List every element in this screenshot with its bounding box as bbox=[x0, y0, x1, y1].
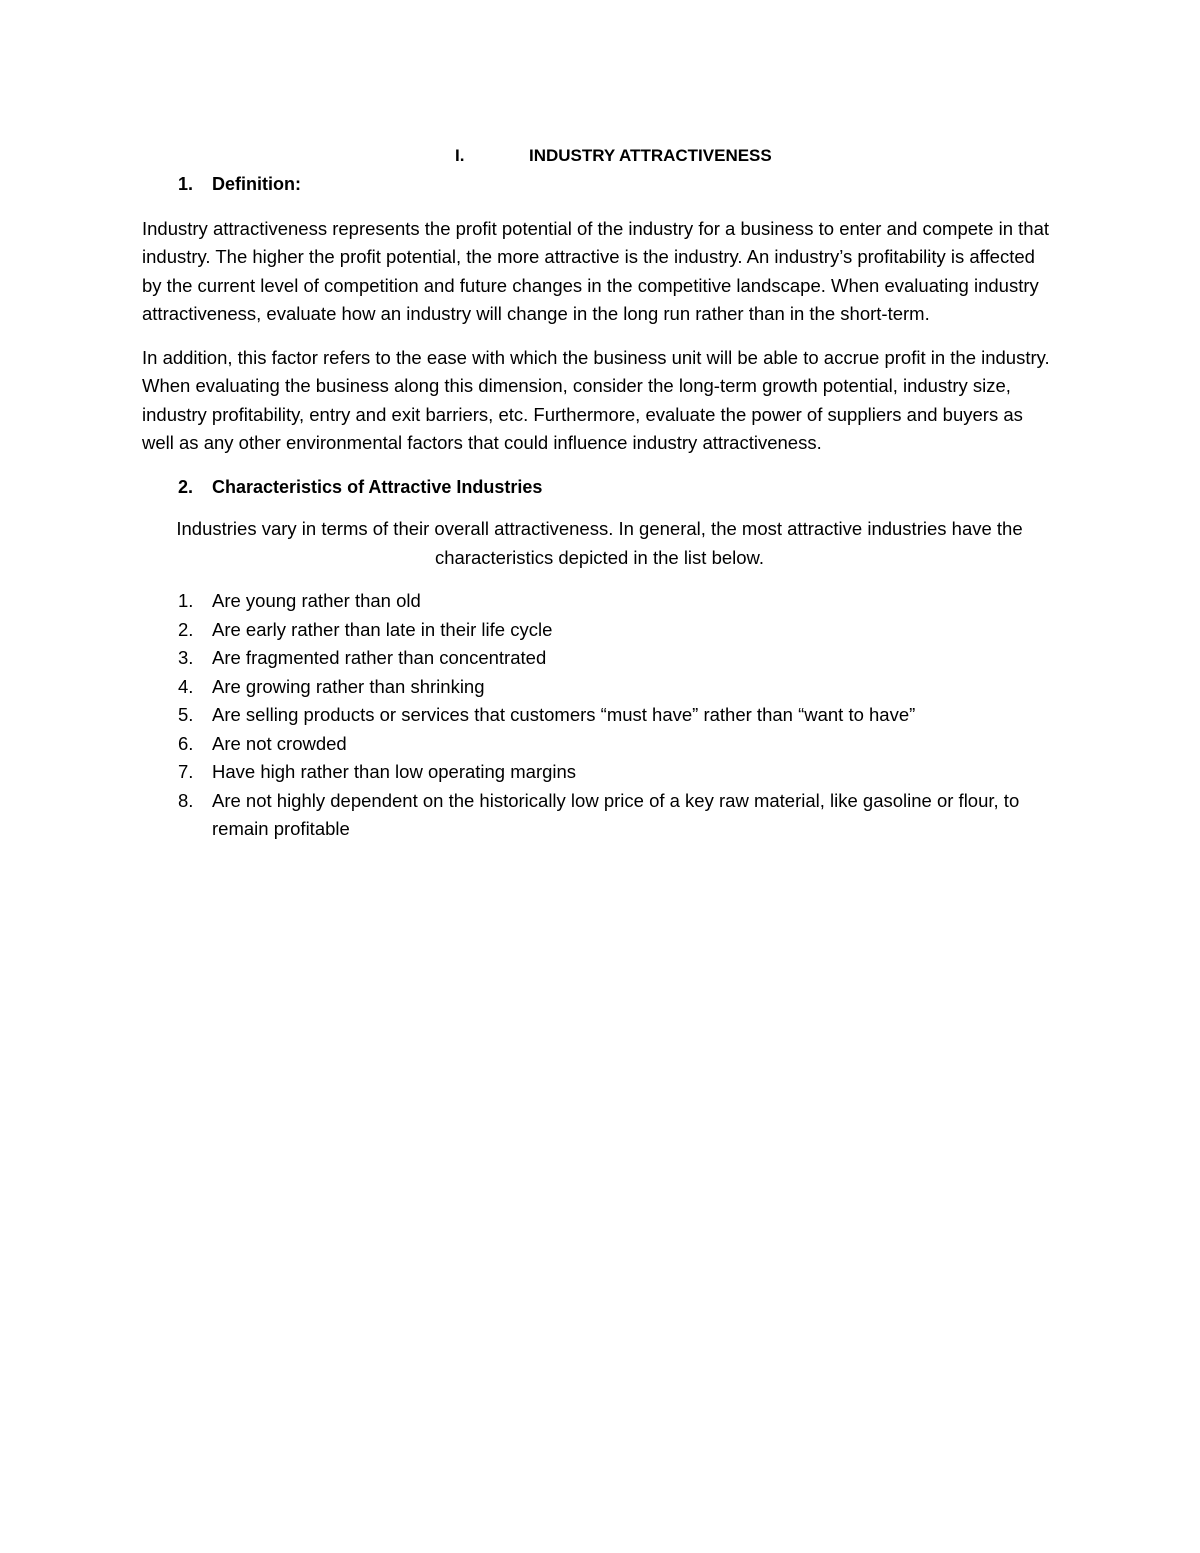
list-item bbox=[142, 758, 1057, 787]
characteristics-heading-number: 2. bbox=[178, 476, 194, 497]
list-item bbox=[142, 730, 1057, 759]
definition-paragraph-1: Industry attractiveness represents the profit potential of the industry for a business to enter and compete in that industry. The higher the profit potential, the more attractive is the industry. An industry’s profitability is affected by the current level of competition and future changes in the competitive landscape. When evaluating industry attractiveness, evaluate how an industry will change in the long run rather than in the short-term. bbox=[142, 217, 1050, 324]
list-item-number: 7. bbox=[178, 761, 194, 782]
list-item-text: Are not crowded bbox=[212, 732, 347, 754]
definition-heading-number: 1. bbox=[178, 174, 194, 194]
list-item bbox=[142, 616, 1057, 645]
list-item-text: Are young rather than old bbox=[212, 590, 421, 611]
definition-paragraph-2: In addition, this factor refers to the ease with which the business unit will be able to accrue profit in the industry. When evaluating the business along this dimension, consider the long-term growth potential, industry size, industry profitability, entry and exit barriers, etc. Furthermore, evaluate the power of suppliers and buyers as well as any other environmental factors that could influence industry attractiveness. bbox=[142, 346, 1050, 453]
list-item bbox=[142, 787, 1057, 844]
characteristics-heading bbox=[142, 473, 1057, 502]
characteristics-heading-text: Characteristics of Attractive Industries bbox=[212, 476, 543, 497]
list-item-number: 8. bbox=[178, 789, 194, 811]
list-item bbox=[142, 587, 1057, 616]
list-item-text: Have high rather than low operating margins bbox=[212, 761, 577, 782]
characteristics-intro: Industries vary in terms of their overall attractiveness. In general, the most attractive industries have the characteristics depicted in the list below. bbox=[176, 518, 1023, 568]
list-item-number: 3. bbox=[178, 647, 194, 668]
list-item-text: Are fragmented rather than concentrated bbox=[212, 647, 547, 668]
section-number: I. bbox=[455, 146, 465, 165]
list-item-number: 2. bbox=[178, 618, 194, 640]
list-item-number: 4. bbox=[178, 675, 194, 697]
definition-heading bbox=[142, 170, 1057, 199]
list-item-number: 1. bbox=[178, 590, 194, 611]
document-body bbox=[142, 142, 1057, 844]
list-item bbox=[142, 644, 1057, 673]
section-title-row bbox=[142, 142, 1057, 170]
list-item-text: Are selling products or services that customers “must have” rather than “want to have” bbox=[212, 704, 916, 725]
definition-heading-text: Definition: bbox=[212, 174, 301, 194]
section-title: INDUSTRY ATTRACTIVENESS bbox=[529, 146, 772, 165]
list-item-number: 5. bbox=[178, 704, 194, 725]
list-item-number: 6. bbox=[178, 732, 194, 754]
list-item-text: Are growing rather than shrinking bbox=[212, 675, 485, 697]
characteristics-list bbox=[142, 587, 1057, 844]
list-item bbox=[142, 701, 1057, 730]
list-item-text: Are early rather than late in their life cycle bbox=[212, 618, 553, 640]
list-item-text: Are not highly dependent on the historically low price of a key raw material, like gasoline or flour, to remain profitable bbox=[212, 789, 1020, 839]
list-item bbox=[142, 673, 1057, 702]
